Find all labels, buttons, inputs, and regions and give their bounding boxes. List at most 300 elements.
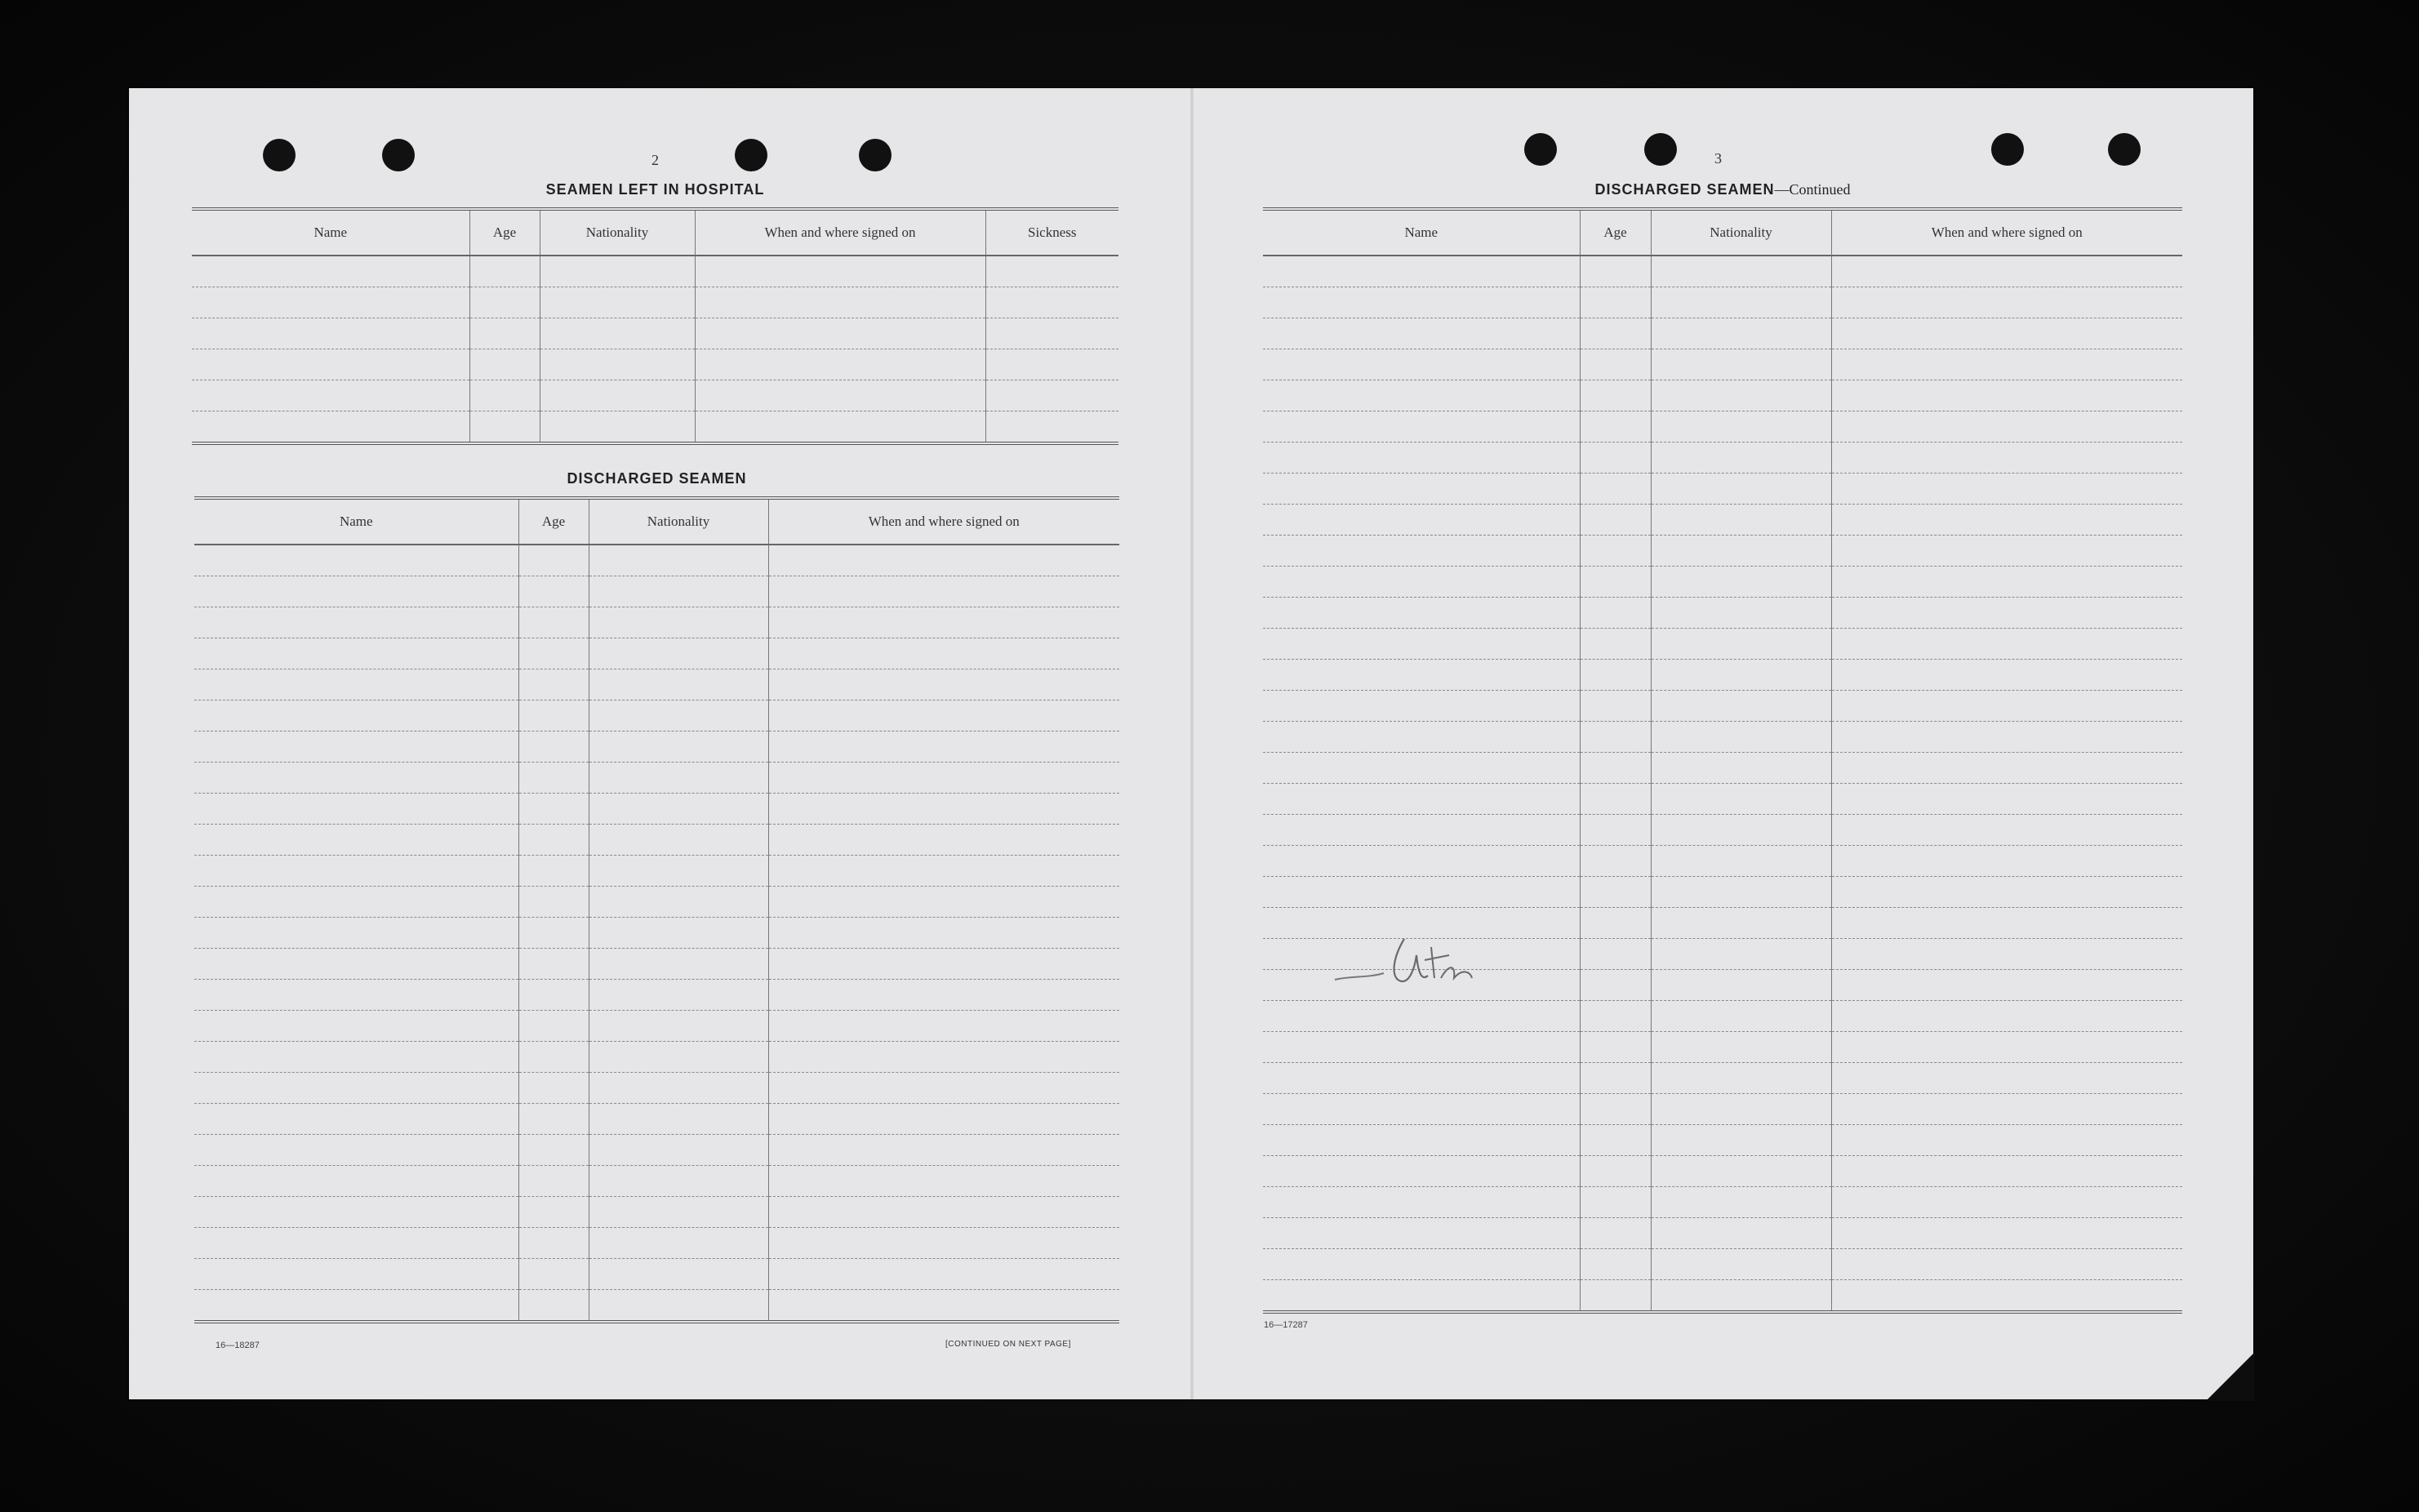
table-row [1263, 660, 2182, 691]
table-row [194, 763, 1119, 794]
table-cell [194, 825, 518, 856]
table-cell [1831, 505, 2182, 536]
table-cell [1580, 598, 1651, 629]
table-cell [469, 349, 540, 380]
table-row [194, 1166, 1119, 1197]
table-cell [1651, 1218, 1831, 1249]
table-cell [1651, 567, 1831, 598]
table-cell [985, 287, 1118, 318]
table-cell [194, 1290, 518, 1323]
table-row [194, 1197, 1119, 1228]
table-cell [1831, 753, 2182, 784]
table-cell [1831, 474, 2182, 505]
table-row [1263, 567, 2182, 598]
table-row [194, 700, 1119, 732]
table-cell [985, 349, 1118, 380]
table-row [1263, 1218, 2182, 1249]
table-cell [518, 887, 589, 918]
table-cell [1580, 908, 1651, 939]
table-row [194, 1135, 1119, 1166]
table-cell [589, 1042, 768, 1073]
table-cell [768, 607, 1119, 638]
table-cell [518, 918, 589, 949]
punch-hole-icon [1991, 133, 2024, 166]
table-cell [768, 638, 1119, 669]
discharged-continued-table [1263, 207, 2182, 1314]
table-cell [1263, 1032, 1580, 1063]
table-cell [518, 1166, 589, 1197]
table-cell [192, 380, 469, 411]
table-cell [540, 287, 695, 318]
table-cell [1651, 380, 1831, 411]
table-cell [1263, 1001, 1580, 1032]
table-cell [589, 700, 768, 732]
table-cell [695, 380, 985, 411]
table-row [1263, 380, 2182, 411]
table-cell [1263, 1280, 1580, 1313]
table-row [1263, 287, 2182, 318]
table-cell [695, 287, 985, 318]
table-cell [1580, 846, 1651, 877]
table-cell [518, 1073, 589, 1104]
table-cell [1831, 1218, 2182, 1249]
table-cell [540, 256, 695, 287]
punch-hole-icon [263, 139, 296, 171]
table-cell [1831, 815, 2182, 846]
table-cell [192, 349, 469, 380]
table-cell [768, 763, 1119, 794]
table-cell [768, 1228, 1119, 1259]
table-cell [1651, 318, 1831, 349]
table-cell [768, 732, 1119, 763]
table-cell [1263, 877, 1580, 908]
table-cell [518, 1259, 589, 1290]
table-cell [1651, 598, 1831, 629]
table-row [194, 607, 1119, 638]
table-cell [1831, 629, 2182, 660]
table-row [194, 638, 1119, 669]
table-cell [768, 1290, 1119, 1323]
table-cell [192, 256, 469, 287]
table-cell [768, 700, 1119, 732]
table-cell [985, 318, 1118, 349]
table-cell [589, 1011, 768, 1042]
table-cell [518, 1228, 589, 1259]
table-row [1263, 349, 2182, 380]
table-cell [1263, 411, 1580, 442]
table-cell [1651, 629, 1831, 660]
table-cell [1831, 442, 2182, 474]
table-cell [518, 1290, 589, 1323]
table-cell [1651, 474, 1831, 505]
table-cell [1651, 411, 1831, 442]
table-cell [768, 1135, 1119, 1166]
table-cell [1263, 1094, 1580, 1125]
table-cell [194, 1259, 518, 1290]
table-cell [1651, 256, 1831, 287]
table-cell [589, 1259, 768, 1290]
table-cell [1651, 536, 1831, 567]
discharged-table-header [194, 498, 1119, 545]
table-cell [768, 980, 1119, 1011]
table-cell [469, 380, 540, 411]
table-cell [768, 1011, 1119, 1042]
table-cell [1831, 1001, 2182, 1032]
table-cell [1263, 474, 1580, 505]
table-cell [1263, 1187, 1580, 1218]
table-cell [1651, 691, 1831, 722]
table-cell [1831, 598, 2182, 629]
table-cell [469, 256, 540, 287]
table-cell [589, 669, 768, 700]
table-row [1263, 442, 2182, 474]
table-cell [1651, 1187, 1831, 1218]
table-cell [194, 1011, 518, 1042]
table-cell [1580, 1280, 1651, 1313]
table-cell [1831, 877, 2182, 908]
table-cell [1831, 256, 2182, 287]
table-cell [1651, 1032, 1831, 1063]
continued-suffix: —Continued [1774, 181, 1851, 198]
table-cell [1580, 411, 1651, 442]
table-cell [194, 763, 518, 794]
table-cell [589, 949, 768, 980]
corner-cut [2206, 1352, 2255, 1401]
table-cell [1580, 1156, 1651, 1187]
table-cell [768, 576, 1119, 607]
table-cell [1263, 287, 1580, 318]
table-cell [1263, 846, 1580, 877]
table-cell [985, 256, 1118, 287]
table-row [192, 380, 1118, 411]
table-cell [589, 607, 768, 638]
table-cell [589, 980, 768, 1011]
table-cell [985, 380, 1118, 411]
table-row [194, 825, 1119, 856]
table-cell [518, 794, 589, 825]
punch-hole-icon [735, 139, 767, 171]
table-cell [194, 638, 518, 669]
column-header-signed-on: When and where signed on [1831, 209, 2182, 256]
table-cell [1580, 1001, 1651, 1032]
table-cell [1263, 442, 1580, 474]
table-cell [1651, 1063, 1831, 1094]
table-cell [518, 1104, 589, 1135]
table-cell [1580, 970, 1651, 1001]
table-cell [768, 856, 1119, 887]
table-row [1263, 1001, 2182, 1032]
table-cell [518, 980, 589, 1011]
table-cell [1651, 877, 1831, 908]
table-cell [192, 287, 469, 318]
table-row [1263, 1063, 2182, 1094]
table-cell [540, 349, 695, 380]
column-header-signed-on: When and where signed on [768, 498, 1119, 545]
table-cell [194, 856, 518, 887]
column-header-signed-on: When and where signed on [695, 209, 985, 256]
table-cell [194, 1135, 518, 1166]
table-cell [1263, 256, 1580, 287]
table-cell [194, 607, 518, 638]
discharged-table-body [194, 545, 1119, 1322]
table-cell [194, 576, 518, 607]
table-cell [589, 1135, 768, 1166]
table-cell [1651, 722, 1831, 753]
table-row [194, 794, 1119, 825]
table-row [1263, 474, 2182, 505]
table-row [194, 1042, 1119, 1073]
table-row [192, 256, 1118, 287]
table-cell [1580, 660, 1651, 691]
column-header-nationality: Nationality [1651, 209, 1831, 256]
table-cell [518, 1011, 589, 1042]
table-cell [695, 411, 985, 444]
table-cell [1263, 1125, 1580, 1156]
table-cell [1580, 349, 1651, 380]
table-cell [695, 256, 985, 287]
table-cell [194, 669, 518, 700]
table-cell [1263, 722, 1580, 753]
table-cell [768, 918, 1119, 949]
table-cell [194, 1197, 518, 1228]
table-cell [1263, 753, 1580, 784]
table-row [1263, 411, 2182, 442]
table-row [194, 1104, 1119, 1135]
table-cell [589, 545, 768, 576]
table-cell [589, 825, 768, 856]
hospital-table-body [192, 256, 1118, 443]
table-cell [1263, 380, 1580, 411]
table-cell [518, 825, 589, 856]
table-row [194, 576, 1119, 607]
table-row [1263, 877, 2182, 908]
table-cell [1580, 1218, 1651, 1249]
table-cell [518, 1135, 589, 1166]
table-cell [695, 318, 985, 349]
table-cell [1580, 939, 1651, 970]
discharged-continued-table-header [1263, 209, 2182, 256]
table-row [192, 411, 1118, 444]
table-cell [768, 825, 1119, 856]
table-cell [194, 918, 518, 949]
column-header-name: Name [1263, 209, 1580, 256]
table-cell [1831, 1280, 2182, 1313]
table-cell [768, 1197, 1119, 1228]
table-cell [768, 1259, 1119, 1290]
table-cell [1831, 1094, 2182, 1125]
table-cell [768, 887, 1119, 918]
table-row [194, 949, 1119, 980]
table-cell [1263, 1249, 1580, 1280]
table-cell [469, 318, 540, 349]
table-cell [518, 607, 589, 638]
table-row [1263, 1125, 2182, 1156]
table-row [1263, 1280, 2182, 1313]
table-cell [1651, 846, 1831, 877]
table-row [1263, 629, 2182, 660]
table-row [192, 287, 1118, 318]
table-cell [1580, 1032, 1651, 1063]
table-cell [1651, 908, 1831, 939]
right-form-code: 16—17287 [1264, 1320, 1308, 1330]
table-cell [1831, 1249, 2182, 1280]
table-cell [1580, 287, 1651, 318]
table-cell [1580, 1125, 1651, 1156]
table-cell [1831, 1156, 2182, 1187]
table-cell [1651, 349, 1831, 380]
table-row [1263, 598, 2182, 629]
punch-hole-icon [859, 139, 892, 171]
left-form-code: 16—18287 [216, 1341, 260, 1350]
punch-hole-icon [1644, 133, 1677, 166]
table-cell [1831, 1187, 2182, 1218]
table-cell [1263, 505, 1580, 536]
table-cell [589, 1104, 768, 1135]
table-row [1263, 691, 2182, 722]
table-cell [1831, 1125, 2182, 1156]
table-cell [1831, 939, 2182, 970]
table-cell [1580, 1094, 1651, 1125]
table-cell [1651, 1001, 1831, 1032]
table-cell [768, 669, 1119, 700]
table-row [1263, 536, 2182, 567]
column-header-sickness: Sickness [985, 209, 1118, 256]
table-cell [194, 1228, 518, 1259]
table-cell [194, 980, 518, 1011]
table-cell [589, 794, 768, 825]
discharged-continued-title-text: DISCHARGED SEAMEN [1594, 181, 1775, 198]
table-row [194, 918, 1119, 949]
table-cell [1263, 567, 1580, 598]
table-cell [194, 545, 518, 576]
discharged-continued-section-title [1263, 181, 2182, 198]
table-cell [1263, 349, 1580, 380]
table-cell [1263, 1063, 1580, 1094]
table-cell [589, 887, 768, 918]
table-cell [518, 763, 589, 794]
table-cell [194, 1073, 518, 1104]
table-cell [1580, 629, 1651, 660]
table-cell [1651, 1249, 1831, 1280]
table-cell [469, 411, 540, 444]
table-cell [540, 318, 695, 349]
table-cell [768, 545, 1119, 576]
table-cell [540, 380, 695, 411]
table-cell [1651, 505, 1831, 536]
table-cell [1263, 1218, 1580, 1249]
table-cell [768, 949, 1119, 980]
table-cell [589, 1228, 768, 1259]
table-cell [518, 856, 589, 887]
discharged-section-title: DISCHARGED SEAMEN [567, 470, 747, 487]
table-cell [192, 318, 469, 349]
table-cell [1651, 970, 1831, 1001]
column-header-name: Name [192, 209, 469, 256]
table-cell [589, 1073, 768, 1104]
table-row [194, 1228, 1119, 1259]
table-cell [768, 1166, 1119, 1197]
table-cell [1831, 970, 2182, 1001]
table-cell [1580, 815, 1651, 846]
table-cell [589, 1197, 768, 1228]
table-cell [1263, 629, 1580, 660]
table-row [194, 732, 1119, 763]
table-row [1263, 1094, 2182, 1125]
discharged-continued-table-body [1263, 256, 2182, 1312]
table-cell [985, 411, 1118, 444]
column-header-age: Age [469, 209, 540, 256]
punch-hole-icon [1524, 133, 1557, 166]
table-cell [518, 638, 589, 669]
table-cell [1831, 349, 2182, 380]
table-cell [1831, 908, 2182, 939]
discharged-table [194, 496, 1119, 1323]
table-cell [589, 732, 768, 763]
table-cell [768, 1073, 1119, 1104]
table-cell [1580, 784, 1651, 815]
table-cell [1580, 474, 1651, 505]
table-cell [1580, 505, 1651, 536]
table-cell [1651, 660, 1831, 691]
table-cell [1831, 318, 2182, 349]
table-row [194, 1073, 1119, 1104]
column-header-age: Age [518, 498, 589, 545]
table-cell [1651, 1156, 1831, 1187]
table-cell [1831, 722, 2182, 753]
table-row [1263, 815, 2182, 846]
table-cell [1263, 660, 1580, 691]
table-cell [1651, 815, 1831, 846]
table-row [194, 887, 1119, 918]
table-cell [1831, 660, 2182, 691]
table-row [194, 545, 1119, 576]
table-cell [1580, 442, 1651, 474]
table-cell [1651, 442, 1831, 474]
table-row [1263, 753, 2182, 784]
table-row [1263, 1032, 2182, 1063]
table-cell [1831, 1032, 2182, 1063]
table-cell [1580, 567, 1651, 598]
table-cell [695, 349, 985, 380]
table-cell [1831, 846, 2182, 877]
hospital-table [192, 207, 1118, 445]
table-cell [194, 700, 518, 732]
table-row [1263, 1187, 2182, 1218]
center-fold [1190, 88, 1194, 1399]
table-cell [194, 887, 518, 918]
continued-note: [CONTINUED ON NEXT PAGE] [945, 1340, 1071, 1349]
table-cell [1263, 784, 1580, 815]
table-cell [194, 1104, 518, 1135]
table-cell [1831, 691, 2182, 722]
table-cell [1831, 411, 2182, 442]
table-cell [589, 1290, 768, 1323]
table-cell [1651, 1094, 1831, 1125]
table-cell [1651, 1280, 1831, 1313]
table-row [194, 1259, 1119, 1290]
table-cell [540, 411, 695, 444]
table-cell [589, 638, 768, 669]
table-cell [1831, 567, 2182, 598]
table-cell [1263, 1156, 1580, 1187]
table-cell [1580, 256, 1651, 287]
table-cell [1580, 753, 1651, 784]
table-cell [1263, 318, 1580, 349]
table-row [194, 1290, 1119, 1323]
table-cell [518, 949, 589, 980]
table-row [194, 856, 1119, 887]
table-cell [1263, 691, 1580, 722]
